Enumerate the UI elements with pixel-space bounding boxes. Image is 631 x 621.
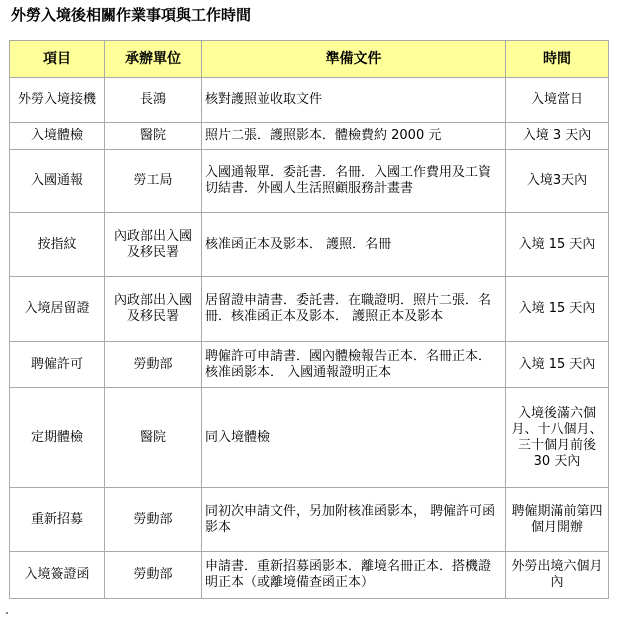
cell-item: 聘僱許可	[10, 342, 105, 388]
cell-unit: 內政部出入國及移民署	[105, 277, 202, 342]
table-row	[10, 213, 609, 277]
stray-dot	[6, 612, 8, 614]
table-row	[10, 388, 609, 488]
cell-unit: 醫院	[105, 388, 202, 488]
cell-item: 外勞入境接機	[10, 78, 105, 123]
cell-item: 入境居留證	[10, 277, 105, 342]
table-row	[10, 277, 609, 342]
cell-time: 入境 3 天內	[506, 123, 609, 150]
work-schedule-table	[9, 40, 609, 599]
cell-docs: 照片二張．護照影本．體檢費約 2000 元	[202, 123, 506, 150]
cell-item: 定期體檢	[10, 388, 105, 488]
cell-time: 入境 15 天內	[506, 277, 609, 342]
cell-unit: 勞動部	[105, 488, 202, 552]
table-row	[10, 342, 609, 388]
cell-item: 重新招募	[10, 488, 105, 552]
cell-unit: 內政部出入國及移民署	[105, 213, 202, 277]
page-title: 外勞入境後相關作業事項與工作時間	[11, 6, 252, 24]
header-docs: 準備文件	[202, 41, 506, 78]
table-row	[10, 123, 609, 150]
table-row	[10, 488, 609, 552]
cell-time: 外勞出境六個月內	[506, 552, 609, 599]
cell-time: 入境 15 天內	[506, 213, 609, 277]
cell-docs: 入國通報單．委託書．名冊．入國工作費用及工資切結書．外國人生活照顧服務計畫書	[202, 150, 506, 213]
table-row	[10, 78, 609, 123]
cell-time: 入境後滿六個月、十八個月、三十個月前後 30 天內	[506, 388, 609, 488]
header-unit: 承辦單位	[105, 41, 202, 78]
cell-docs: 申請書．重新招募函影本．離境名冊正本．搭機證明正本（或離境備查函正本）	[202, 552, 506, 599]
cell-item: 入國通報	[10, 150, 105, 213]
cell-unit: 勞動部	[105, 552, 202, 599]
cell-unit: 醫院	[105, 123, 202, 150]
table-row	[10, 552, 609, 599]
cell-item: 入境體檢	[10, 123, 105, 150]
table-header-row	[10, 41, 609, 78]
cell-item: 按指紋	[10, 213, 105, 277]
cell-docs: 同入境體檢	[202, 388, 506, 488]
cell-docs: 同初次申請文件，另加附核准函影本， 聘僱許可函影本	[202, 488, 506, 552]
cell-docs: 核對護照並收取文件	[202, 78, 506, 123]
cell-time: 入境 15 天內	[506, 342, 609, 388]
cell-item: 入境簽證函	[10, 552, 105, 599]
cell-time: 聘僱期滿前第四個月開辦	[506, 488, 609, 552]
header-time: 時間	[506, 41, 609, 78]
cell-time: 入境當日	[506, 78, 609, 123]
cell-docs: 居留證申請書．委託書．在職證明．照片二張．名冊．核准函正本及影本． 護照正本及影本	[202, 277, 506, 342]
cell-docs: 聘僱許可申請書．國內體檢報告正本．名冊正本． 核准函影本． 入國通報證明正本	[202, 342, 506, 388]
cell-unit: 勞動部	[105, 342, 202, 388]
cell-docs: 核准函正本及影本． 護照．名冊	[202, 213, 506, 277]
header-item: 項目	[10, 41, 105, 78]
cell-unit: 勞工局	[105, 150, 202, 213]
cell-time: 入境3天內	[506, 150, 609, 213]
cell-unit: 長鴻	[105, 78, 202, 123]
table-row	[10, 150, 609, 213]
